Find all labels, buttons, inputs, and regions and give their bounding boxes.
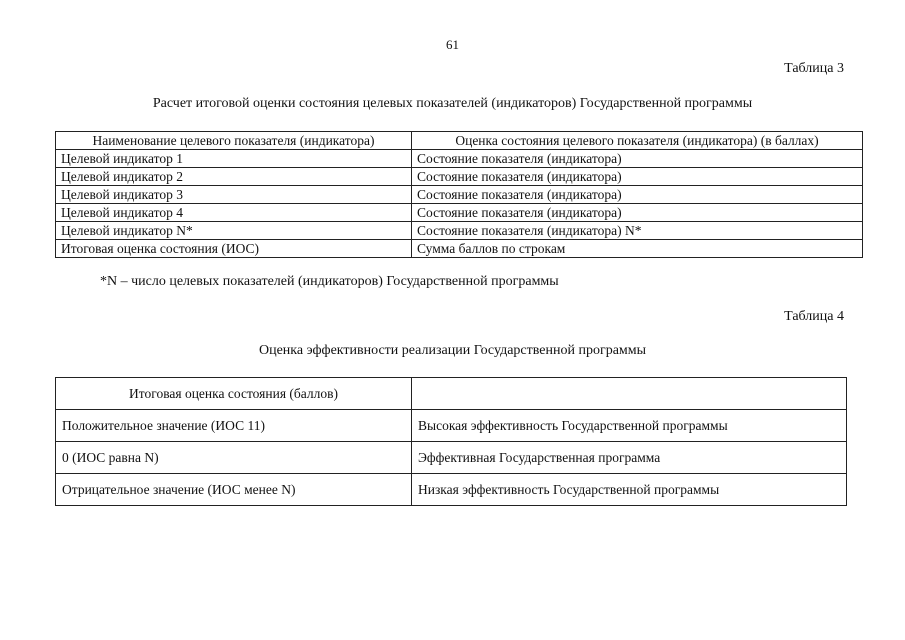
table-cell: Положительное значение (ИОС 11): [56, 410, 412, 442]
table-cell: Сумма баллов по строкам: [412, 240, 863, 258]
table-row: [56, 150, 863, 168]
table-cell: Состояние показателя (индикатора): [412, 168, 863, 186]
table4-title: Оценка эффективности реализации Государственной программы: [258, 343, 647, 358]
table3-header-cell: Оценка состояния целевого показателя (индикатора) (в баллах): [412, 132, 863, 150]
table-cell: Низкая эффективность Государственной программы: [412, 474, 847, 506]
table-cell: Высокая эффективность Государственной программы: [412, 410, 847, 442]
table3-title: Расчет итоговой оценки состояния целевых показателей (индикаторов) Государственной программы: [152, 96, 753, 111]
table-row: [56, 222, 863, 240]
table-cell: Целевой индикатор 2: [56, 168, 412, 186]
table4: [55, 377, 847, 506]
table-cell: Итоговая оценка состояния (ИОС): [56, 240, 412, 258]
table4-header-cell: [412, 378, 847, 410]
table3: [55, 131, 863, 258]
table-cell: 0 (ИОС равна N): [56, 442, 412, 474]
table-row: [56, 204, 863, 222]
table3-footnote: *N – число целевых показателей (индикаторов) Государственной программы: [100, 274, 559, 289]
table4-header-row: [56, 378, 847, 410]
table4-caption: Таблица 4: [784, 309, 844, 324]
table-cell: Целевой индикатор N*: [56, 222, 412, 240]
page-number: 61: [446, 37, 459, 52]
table-cell: Состояние показателя (индикатора): [412, 150, 863, 168]
table3-header-row: [56, 132, 863, 150]
table-cell: Отрицательное значение (ИОС менее N): [56, 474, 412, 506]
table-row: [56, 186, 863, 204]
table-row: [56, 442, 847, 474]
table-row: [56, 474, 847, 506]
table-cell: Эффективная Государственная программа: [412, 442, 847, 474]
table-cell: Состояние показателя (индикатора): [412, 204, 863, 222]
table-cell: Состояние показателя (индикатора) N*: [412, 222, 863, 240]
table-cell: Целевой индикатор 4: [56, 204, 412, 222]
table-cell: Состояние показателя (индикатора): [412, 186, 863, 204]
table3-caption: Таблица 3: [784, 61, 844, 76]
table-row: [56, 410, 847, 442]
table-cell: Целевой индикатор 3: [56, 186, 412, 204]
table-row: [56, 240, 863, 258]
table-row: [56, 168, 863, 186]
table4-header-cell: Итоговая оценка состояния (баллов): [56, 378, 412, 410]
table3-header-cell: Наименование целевого показателя (индикатора): [56, 132, 412, 150]
table-cell: Целевой индикатор 1: [56, 150, 412, 168]
